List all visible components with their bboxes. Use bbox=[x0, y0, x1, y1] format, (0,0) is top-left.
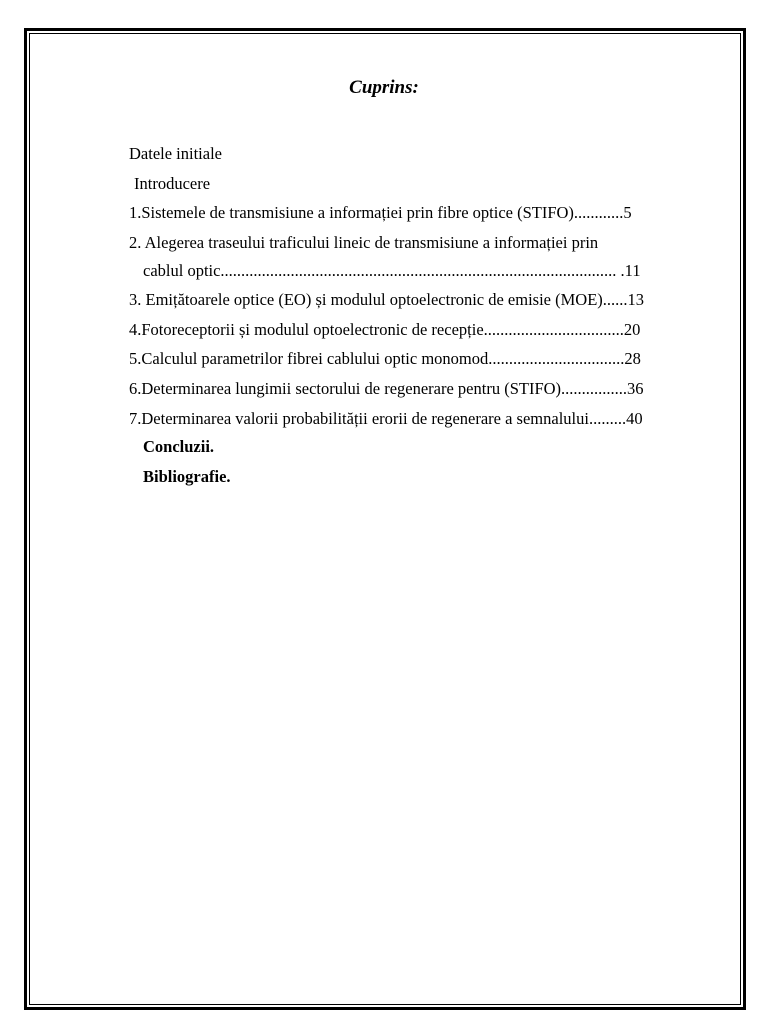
toc-entry-3: 3. Emițătoarele optice (EO) și modulul optoelectronic de emisie (MOE)......13 bbox=[129, 290, 645, 309]
toc-entry-bibliografie: Bibliografie. bbox=[143, 467, 231, 486]
toc-entry-2: 2. Alegerea traseului traficului lineic de transmisiune a informației prin bbox=[129, 233, 599, 252]
toc-entry-1: 1.Sistemele de transmisiune a informației prin fibre optice (STIFO)............5 bbox=[129, 203, 632, 222]
toc-entry-4: 4.Fotoreceptorii și modulul optoelectronic de recepție..................................20 bbox=[129, 320, 641, 339]
toc-title: Cuprins: bbox=[349, 77, 419, 98]
toc-entry-6: 6.Determinarea lungimii sectorului de regenerare pentru (STIFO)................36 bbox=[129, 379, 644, 398]
toc-entry-7: 7.Determinarea valorii probabilității erorii de regenerare a semnalului.........40 bbox=[129, 409, 643, 428]
toc-entry-5: 5.Calculul parametrilor fibrei cablului optic monomod.................................28 bbox=[129, 349, 641, 368]
toc-entry-concluzii: Concluzii. bbox=[143, 437, 215, 456]
toc-entry-datele-initiale: Datele initiale bbox=[129, 144, 222, 163]
toc-entry-2-continued: cablul optic................................................................................................ .11 bbox=[143, 261, 641, 280]
toc-entry-introducere: Introducere bbox=[134, 174, 211, 193]
page-border bbox=[24, 28, 746, 1010]
